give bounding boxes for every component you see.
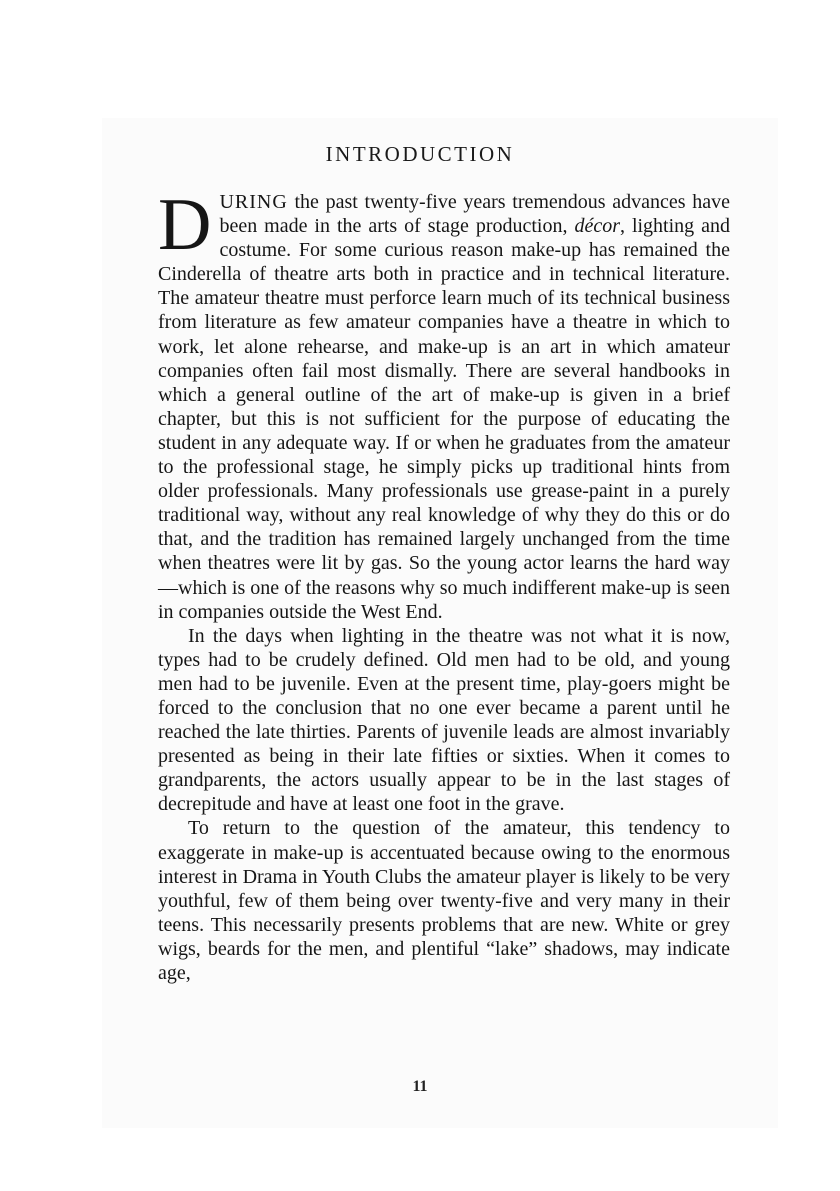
body-text bbox=[158, 184, 730, 985]
drop-cap: D bbox=[158, 184, 212, 266]
paragraph-1-text-a: the past twenty-five years tremendous advances have been made in the arts of stage production, bbox=[219, 191, 730, 238]
small-caps-lead: URING bbox=[219, 191, 288, 213]
paragraph-2: In the days when lighting in the theatre was not what it is now, types had to be crudely defined. Old men had to be old, and young men had to be juvenile. Even at the present time, play-goers might be forced to the conclusion that no one ever became a parent until he reached the late thirties. Parents of juvenile leads are almost invariably presented as being in their late fifties or sixties. When it comes to grandparents, the actors usually appear to be in the last stages of decrepitude and have at least one foot in the grave. bbox=[158, 624, 730, 816]
paragraph-3: To return to the question of the amateur, this tendency to exaggerate in make-up is accentuated because owing to the enormous interest in Drama in Youth Clubs the amateur player is likely to be very youthful, few of them being over twenty-five and very many in their teens. This necessarily presents problems that are new. White or grey wigs, beards for the men, and plentiful “lake” shadows, may indicate age, bbox=[158, 817, 730, 984]
chapter-heading: INTRODUCTION bbox=[325, 142, 515, 166]
italic-word: décor bbox=[574, 215, 620, 238]
page-number: 11 bbox=[412, 1078, 428, 1095]
paragraph-1 bbox=[158, 184, 730, 624]
paragraph-1-text-b: , lighting and costume. For some curious reason make-up has remained the Cinderella of theatre arts both in practice and in technical literature. The amateur theatre must perforce learn much of its technical business from literature as few amateur companies have a theatre in which to work, let alone rehearse, and make-up is an art in which amateur companies often fail most dismally. There are several handbooks in which a general outline of the art of make-up is given in a brief chapter, but this is not sufficient for the purpose of educating the student in any adequate way. If or when he graduates from the amateur to the professional stage, he simply picks up traditional hints from older professionals. Many professionals use grease-paint in a purely traditional way, without any real knowledge of why they do this or do that, and the tradition has remained largely unchanged from the time when theatres were lit by gas. So the young actor learns the hard way—which is one of the reasons why so much indifferent make-up is seen in companies outside the West End. bbox=[158, 215, 730, 623]
